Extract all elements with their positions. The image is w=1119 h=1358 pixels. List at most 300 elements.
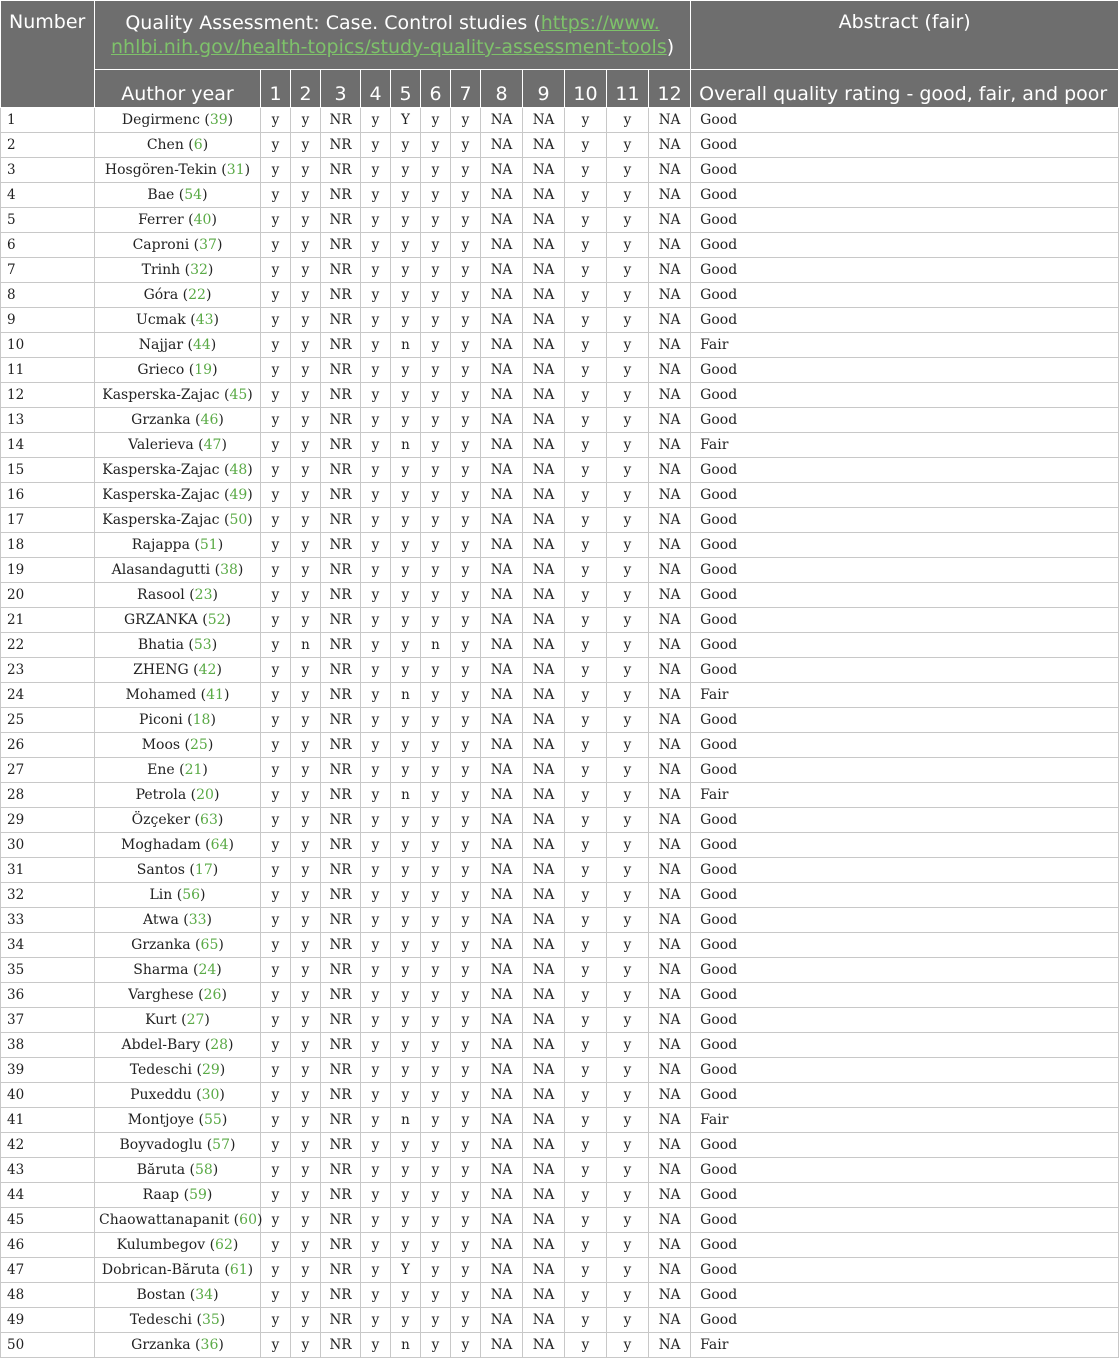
answer-cell-q2: y [291,283,321,308]
answer-cell-q1: y [261,533,291,558]
answer-cell-q2: y [291,933,321,958]
answer-cell-q2: y [291,1108,321,1133]
answer-cell-q5: y [391,708,421,733]
answer-cell-q12: NA [649,1108,691,1133]
reference-link[interactable]: 33 [188,912,207,928]
answer-cell-q7: y [451,208,481,233]
answer-cell-q6: y [421,1233,451,1258]
answer-cell-q2: y [291,1058,321,1083]
table-row [1,933,1119,958]
answer-cell-q9: NA [523,1308,565,1333]
reference-link[interactable]: 65 [200,937,219,953]
reference-link[interactable]: 40 [193,212,212,228]
author-cell: Bae (54) [95,183,261,208]
reference-link[interactable]: 56 [182,887,201,903]
answer-cell-q11: y [607,1208,649,1233]
answer-cell-q11: y [607,183,649,208]
answer-cell-q6: y [421,508,451,533]
table-row [1,908,1119,933]
answer-cell-q1: y [261,233,291,258]
answer-cell-q4: y [361,358,391,383]
answer-cell-q8: NA [481,1233,523,1258]
answer-cell-q3: NR [321,1183,361,1208]
answer-cell-q11: y [607,983,649,1008]
answer-cell-q11: y [607,933,649,958]
answer-cell-q8: NA [481,1258,523,1283]
author-name: Atwa [142,912,179,928]
author-cell: GRZANKA (52) [95,608,261,633]
reference-link[interactable]: 59 [189,1187,207,1203]
reference-link[interactable]: 57 [212,1137,230,1153]
answer-cell-q8: NA [481,1133,523,1158]
reference-link[interactable]: 32 [190,262,208,278]
table-row [1,483,1119,508]
reference-link[interactable]: 19 [194,362,213,378]
answer-cell-q1: y [261,833,291,858]
table-body [1,108,1119,1358]
author-cell: Petrola (20) [95,783,261,808]
reference-link[interactable]: 61 [229,1262,248,1278]
reference-link[interactable]: 63 [200,812,218,828]
answer-cell-q4: y [361,1158,391,1183]
qa-title-suffix: ) [666,36,675,58]
author-name: Rajappa [131,537,190,553]
question-4-header: 4 [361,70,391,108]
answer-cell-q10: y [565,608,607,633]
overall-rating-cell: Good [691,458,1119,483]
quality-assessment-header [95,1,691,70]
table-row [1,883,1119,908]
table-row [1,1333,1119,1358]
author-cell: Kurt (27) [95,1008,261,1033]
reference-link[interactable]: 48 [229,462,248,478]
answer-cell-q2: y [291,583,321,608]
answer-cell-q12: NA [649,883,691,908]
answer-cell-q1: y [261,958,291,983]
answer-cell-q12: NA [649,1333,691,1358]
answer-cell-q1: y [261,1133,291,1158]
answer-cell-q12: NA [649,558,691,583]
answer-cell-q7: y [451,708,481,733]
author-cell: Bostan (34) [95,1283,261,1308]
answer-cell-q4: y [361,1183,391,1208]
answer-cell-q10: y [565,883,607,908]
reference-link[interactable]: 45 [229,387,248,403]
answer-cell-q9: NA [523,433,565,458]
answer-cell-q3: NR [321,308,361,333]
answer-cell-q1: y [261,733,291,758]
reference-link[interactable]: 21 [184,762,203,778]
answer-cell-q10: y [565,1108,607,1133]
answer-cell-q2: y [291,133,321,158]
answer-cell-q5: y [391,258,421,283]
study-number-cell: 8 [1,283,95,308]
answer-cell-q1: y [261,158,291,183]
table-header [1,1,1119,108]
answer-cell-q3: NR [321,158,361,183]
study-number-cell: 46 [1,1233,95,1258]
answer-cell-q2: y [291,108,321,133]
answer-cell-q9: NA [523,933,565,958]
answer-cell-q3: NR [321,1308,361,1333]
answer-cell-q7: y [451,258,481,283]
answer-cell-q12: NA [649,358,691,383]
answer-cell-q11: y [607,433,649,458]
answer-cell-q5: y [391,183,421,208]
answer-cell-q11: y [607,1183,649,1208]
author-cell: Santos (17) [95,858,261,883]
answer-cell-q10: y [565,308,607,333]
reference-link[interactable]: 44 [192,337,211,353]
table-row [1,708,1119,733]
reference-link[interactable]: 50 [229,512,248,528]
author-cell: Mohamed (41) [95,683,261,708]
answer-cell-q2: y [291,308,321,333]
table-row [1,1033,1119,1058]
answer-cell-q1: y [261,933,291,958]
answer-cell-q1: y [261,783,291,808]
answer-cell-q10: y [565,1333,607,1358]
reference-link[interactable]: 36 [200,1337,219,1353]
answer-cell-q12: NA [649,133,691,158]
answer-cell-q12: NA [649,483,691,508]
author-cell: Piconi (18) [95,708,261,733]
answer-cell-q8: NA [481,208,523,233]
answer-cell-q12: NA [649,933,691,958]
overall-rating-cell: Good [691,883,1119,908]
reference-link[interactable]: 58 [194,1162,213,1178]
answer-cell-q2: y [291,608,321,633]
answer-cell-q1: y [261,183,291,208]
answer-cell-q4: y [361,908,391,933]
answer-cell-q12: NA [649,158,691,183]
answer-cell-q12: NA [649,1133,691,1158]
answer-cell-q11: y [607,1033,649,1058]
author-name: Montjoye [127,1112,195,1128]
answer-cell-q8: NA [481,683,523,708]
author-cell: Tedeschi (29) [95,1058,261,1083]
reference-link[interactable]: 43 [195,312,214,328]
reference-link[interactable]: 55 [204,1112,222,1128]
answer-cell-q1: y [261,208,291,233]
answer-cell-q5: n [391,333,421,358]
answer-cell-q12: NA [649,833,691,858]
study-number-cell: 5 [1,208,95,233]
answer-cell-q4: y [361,1108,391,1133]
reference-link[interactable]: 46 [200,412,219,428]
reference-link[interactable]: 54 [184,187,203,203]
answer-cell-q6: y [421,108,451,133]
reference-link[interactable]: 22 [188,287,206,303]
answer-cell-q8: NA [481,1333,523,1358]
study-number-cell: 43 [1,1158,95,1183]
answer-cell-q2: y [291,383,321,408]
answer-cell-q10: y [565,1208,607,1233]
answer-cell-q10: y [565,933,607,958]
answer-cell-q8: NA [481,908,523,933]
study-number-cell: 23 [1,658,95,683]
answer-cell-q12: NA [649,958,691,983]
overall-rating-cell: Good [691,1008,1119,1033]
overall-rating-cell: Good [691,858,1119,883]
answer-cell-q12: NA [649,1033,691,1058]
table-row [1,858,1119,883]
author-name: Ene [147,762,175,778]
answer-cell-q3: NR [321,958,361,983]
reference-link[interactable]: 28 [210,1037,229,1053]
reference-link[interactable]: 64 [210,837,229,853]
study-number-cell: 1 [1,108,95,133]
answer-cell-q5: y [391,1008,421,1033]
answer-cell-q7: y [451,1233,481,1258]
answer-cell-q5: n [391,683,421,708]
answer-cell-q1: y [261,508,291,533]
reference-link[interactable]: 47 [203,437,222,453]
reference-link[interactable]: 26 [203,987,222,1003]
answer-cell-q3: NR [321,583,361,608]
reference-link[interactable]: 60 [239,1212,257,1228]
author-cell: Chen (6) [95,133,261,158]
answer-cell-q5: y [391,458,421,483]
reference-link[interactable]: 41 [206,687,224,703]
answer-cell-q6: y [421,1033,451,1058]
reference-link[interactable]: 35 [201,1312,220,1328]
reference-link[interactable]: 34 [195,1287,214,1303]
answer-cell-q6: y [421,433,451,458]
author-name: Kasperska-Zajac [102,487,220,503]
answer-cell-q9: NA [523,333,565,358]
reference-link[interactable]: 39 [209,112,228,128]
table-row [1,683,1119,708]
answer-cell-q2: y [291,758,321,783]
answer-cell-q11: y [607,883,649,908]
answer-cell-q9: NA [523,558,565,583]
answer-cell-q5: y [391,983,421,1008]
answer-cell-q5: Y [391,1258,421,1283]
table-row [1,108,1119,133]
author-name: Alasandagutti [111,562,211,578]
answer-cell-q2: y [291,1308,321,1333]
answer-cell-q10: y [565,1083,607,1108]
author-cell: Ferrer (40) [95,208,261,233]
author-cell: Kulumbegov (62) [95,1233,261,1258]
answer-cell-q6: y [421,483,451,508]
answer-cell-q1: y [261,633,291,658]
table-row [1,833,1119,858]
author-name: Ferrer [138,212,184,228]
study-number-cell: 33 [1,908,95,933]
author-cell: Grzanka (36) [95,1333,261,1358]
answer-cell-q11: y [607,708,649,733]
answer-cell-q11: y [607,1158,649,1183]
study-number-cell: 37 [1,1008,95,1033]
author-cell: Lin (56) [95,883,261,908]
answer-cell-q8: NA [481,358,523,383]
reference-link[interactable]: 38 [220,562,238,578]
answer-cell-q1: y [261,558,291,583]
table-row [1,283,1119,308]
answer-cell-q11: y [607,258,649,283]
reference-link[interactable]: 30 [201,1087,220,1103]
answer-cell-q3: NR [321,658,361,683]
answer-cell-q5: n [391,433,421,458]
author-name: Lin [149,887,173,903]
study-number-cell: 18 [1,533,95,558]
reference-link[interactable]: 24 [198,962,217,978]
answer-cell-q5: y [391,1033,421,1058]
answer-cell-q3: NR [321,608,361,633]
answer-cell-q12: NA [649,408,691,433]
author-name: Dobrican-Băruta [101,1262,220,1278]
answer-cell-q8: NA [481,1158,523,1183]
answer-cell-q11: y [607,908,649,933]
study-number-cell: 29 [1,808,95,833]
answer-cell-q3: NR [321,908,361,933]
answer-cell-q8: NA [481,708,523,733]
reference-link[interactable]: 53 [193,637,212,653]
study-number-cell: 6 [1,233,95,258]
overall-rating-cell: Good [691,833,1119,858]
overall-rating-cell: Good [691,408,1119,433]
answer-cell-q4: y [361,233,391,258]
answer-cell-q11: y [607,1333,649,1358]
study-number-cell: 7 [1,258,95,283]
answer-cell-q5: y [391,908,421,933]
author-year-header: Author year [95,70,261,108]
answer-cell-q10: y [565,1283,607,1308]
reference-link[interactable]: 62 [215,1237,233,1253]
reference-link[interactable]: 49 [229,487,248,503]
answer-cell-q3: NR [321,1133,361,1158]
reference-link[interactable]: 52 [207,612,226,628]
answer-cell-q3: NR [321,258,361,283]
answer-cell-q8: NA [481,533,523,558]
reference-link[interactable]: 31 [226,162,245,178]
table-row [1,1008,1119,1033]
answer-cell-q6: n [421,633,451,658]
answer-cell-q11: y [607,358,649,383]
author-cell: Moos (25) [95,733,261,758]
reference-link[interactable]: 27 [186,1012,205,1028]
answer-cell-q3: NR [321,933,361,958]
answer-cell-q9: NA [523,833,565,858]
answer-cell-q3: NR [321,283,361,308]
reference-link[interactable]: 25 [190,737,208,753]
answer-cell-q11: y [607,508,649,533]
answer-cell-q5: Y [391,108,421,133]
author-name: Chen [146,137,184,153]
reference-link[interactable]: 6 [193,137,203,153]
answer-cell-q7: y [451,333,481,358]
author-name: Kasperska-Zajac [102,462,220,478]
reference-link[interactable]: 18 [192,712,211,728]
overall-rating-cell: Fair [691,683,1119,708]
study-number-cell: 25 [1,708,95,733]
answer-cell-q10: y [565,108,607,133]
overall-rating-cell: Good [691,633,1119,658]
answer-cell-q3: NR [321,1333,361,1358]
answer-cell-q4: y [361,608,391,633]
overall-rating-cell: Good [691,958,1119,983]
reference-link[interactable]: 17 [194,862,213,878]
answer-cell-q3: NR [321,358,361,383]
author-cell: ZHENG (42) [95,658,261,683]
study-number-cell: 50 [1,1333,95,1358]
answer-cell-q9: NA [523,908,565,933]
answer-cell-q11: y [607,1083,649,1108]
answer-cell-q7: y [451,1108,481,1133]
overall-rating-cell: Fair [691,1333,1119,1358]
answer-cell-q8: NA [481,1108,523,1133]
answer-cell-q7: y [451,483,481,508]
answer-cell-q4: y [361,533,391,558]
answer-cell-q2: y [291,183,321,208]
answer-cell-q9: NA [523,1283,565,1308]
answer-cell-q5: y [391,133,421,158]
reference-link[interactable]: 37 [199,237,217,253]
answer-cell-q3: NR [321,1233,361,1258]
answer-cell-q11: y [607,308,649,333]
reference-link[interactable]: 51 [199,537,218,553]
author-name: Petrola [135,787,187,803]
answer-cell-q4: y [361,158,391,183]
answer-cell-q7: y [451,583,481,608]
author-cell: Kasperska-Zajac (45) [95,383,261,408]
answer-cell-q10: y [565,858,607,883]
answer-cell-q7: y [451,858,481,883]
answer-cell-q12: NA [649,383,691,408]
answer-cell-q7: y [451,458,481,483]
reference-link[interactable]: 29 [201,1062,220,1078]
reference-link[interactable]: 23 [194,587,213,603]
answer-cell-q6: y [421,958,451,983]
answer-cell-q8: NA [481,1058,523,1083]
author-cell: Ucmak (43) [95,308,261,333]
author-cell: Valerieva (47) [95,433,261,458]
answer-cell-q11: y [607,1058,649,1083]
reference-link[interactable]: 42 [198,662,217,678]
answer-cell-q10: y [565,408,607,433]
answer-cell-q3: NR [321,408,361,433]
answer-cell-q3: NR [321,133,361,158]
question-7-header: 7 [451,70,481,108]
answer-cell-q7: y [451,733,481,758]
answer-cell-q1: y [261,408,291,433]
answer-cell-q4: y [361,1283,391,1308]
reference-link[interactable]: 20 [196,787,214,803]
answer-cell-q6: y [421,1283,451,1308]
answer-cell-q5: y [391,808,421,833]
answer-cell-q11: y [607,583,649,608]
answer-cell-q12: NA [649,1158,691,1183]
answer-cell-q8: NA [481,433,523,458]
answer-cell-q9: NA [523,983,565,1008]
overall-rating-cell: Good [691,158,1119,183]
overall-rating-cell: Good [691,508,1119,533]
answer-cell-q2: y [291,208,321,233]
author-name: Kasperska-Zajac [102,387,220,403]
answer-cell-q6: y [421,708,451,733]
answer-cell-q12: NA [649,1008,691,1033]
answer-cell-q7: y [451,233,481,258]
answer-cell-q9: NA [523,733,565,758]
answer-cell-q12: NA [649,458,691,483]
answer-cell-q7: y [451,783,481,808]
answer-cell-q10: y [565,1258,607,1283]
answer-cell-q1: y [261,883,291,908]
answer-cell-q5: y [391,1233,421,1258]
answer-cell-q12: NA [649,1258,691,1283]
